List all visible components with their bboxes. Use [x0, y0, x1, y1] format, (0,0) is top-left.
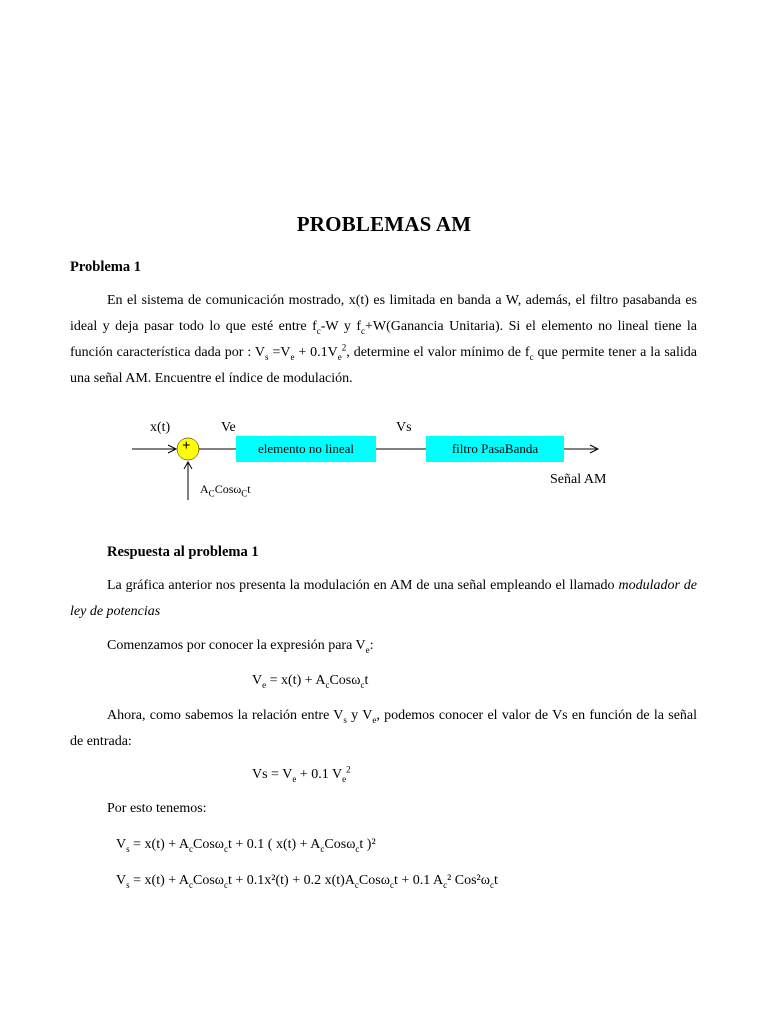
page-title: PROBLEMAS AM	[296, 212, 472, 236]
answer-heading: Respuesta al problema 1	[107, 544, 259, 560]
therefore-text: Por esto tenemos:	[107, 801, 207, 816]
output-label: Señal AM	[550, 472, 607, 487]
block-diagram	[128, 414, 628, 506]
answer-intro: La gráfica anterior nos presenta la modulación en AM de una señal empleando el llamado modulador de ley de potencias	[70, 578, 697, 619]
equation-vs: $Vs = V_e + 0.1$ $V_e^2$	[252, 764, 351, 784]
relation-paragraph: Ahora, como sabemos la relación entre $V_s$ y $V_e$, podemos conocer el valor de Vs en función de la señal de entrada:	[70, 708, 698, 749]
problem-heading: Problema 1	[70, 259, 142, 275]
carrier-label: $A_CCos\omega_Ct$	[200, 482, 251, 499]
vs-label: Vs	[396, 420, 412, 435]
nonlinear-element-block: elemento no lineal	[236, 436, 376, 462]
ve-expression-intro: Comenzamos por conocer la expresión para $V_e$:	[107, 638, 374, 655]
equation-ve: $V_e = x(t) + A_cCos\omega_ct$	[252, 673, 369, 690]
sum-symbol: +	[182, 438, 191, 454]
ve-label: Ve	[221, 420, 236, 435]
problem-statement: En el sistema de comunicación mostrado, x(t) es limitada en banda a W, además, el filtro pasabanda es ideal y deja pasar todo lo que esté entre $f_c-W$ y $f_c+W(Ganancia$ Unitaria). Si el elemento no lineal tiene la función característica dada por : $V_s =V_e + 0.1V_e^2$, determine el valor mínimo de $f_c$ que permite tener a la salida una señal AM. Encuentre el índice de modulación.	[70, 293, 697, 386]
equation-vs-expanded-1: $V_s = x(t) + A_cCos\omega_ct + 0.1$ ( $x(t) + A_cCos\omega_ct$ )²	[116, 837, 376, 854]
equation-vs-expanded-2: $V_s = x(t) + A_cCos\omega_ct + 0.1x^2(t) + 0.2$ $x(t)A_cCos\omega_ct + 0.1$ $A_c^2$ $Cos^2\omega_ct$	[116, 873, 498, 890]
bandpass-filter-block: filtro PasaBanda	[426, 436, 564, 462]
input-label: x(t)	[150, 420, 171, 435]
